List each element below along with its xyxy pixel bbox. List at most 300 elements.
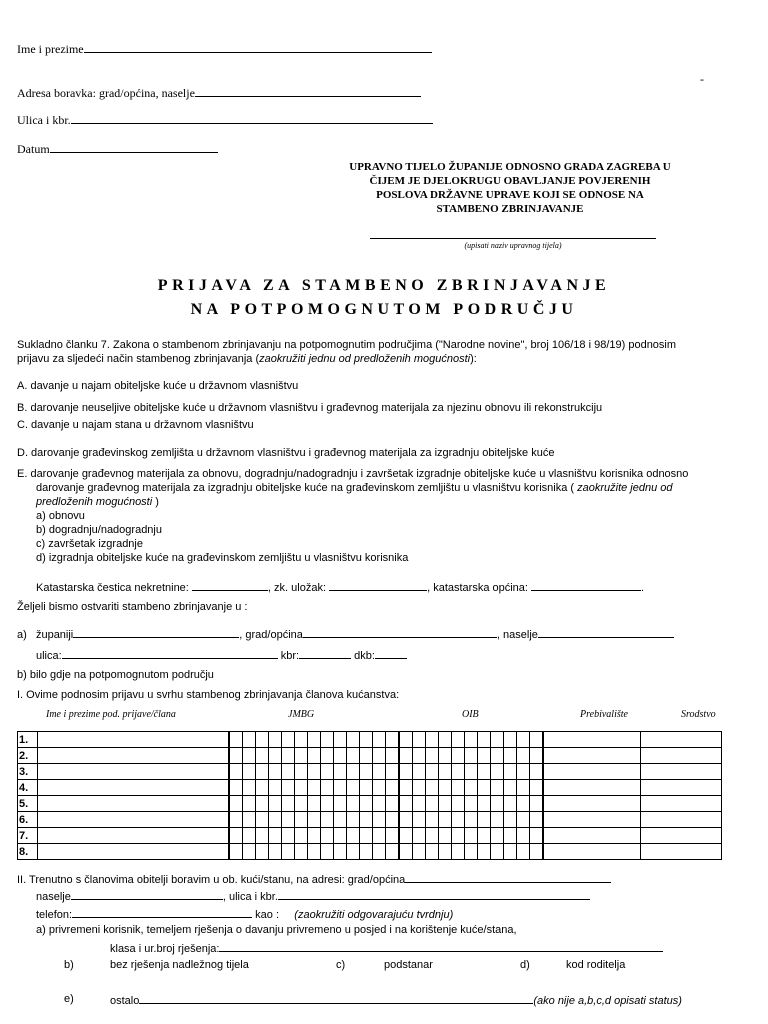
oib-digit-cell[interactable] xyxy=(517,812,530,828)
phone-line[interactable] xyxy=(72,907,252,918)
jmbg-digit-cell[interactable] xyxy=(373,796,386,812)
current-city-line[interactable] xyxy=(405,872,611,883)
jmbg-digit-cell[interactable] xyxy=(360,812,373,828)
oib-digit-cell[interactable] xyxy=(478,780,491,796)
jmbg-digit-cell[interactable] xyxy=(373,780,386,796)
option-e[interactable]: E. darovanje građevnog materijala za obnovu, dogradnju/nadogradnju i završetak izgradnje obiteljske kuće u vlasništvu korisnika odnosno xyxy=(17,468,689,480)
status-b[interactable]: bez rješenja nadležnog tijela xyxy=(110,959,249,971)
oib-digit-cell[interactable] xyxy=(452,796,465,812)
jmbg-digit-cell[interactable] xyxy=(347,780,360,796)
authority-line-3: POSLOVA DRŽAVNE UPRAVE KOJI SE ODNOSE NA xyxy=(376,189,644,201)
oib-digit-cell[interactable] xyxy=(413,748,426,764)
oib-digit-cell[interactable] xyxy=(530,828,544,844)
oib-digit-cell[interactable] xyxy=(439,828,452,844)
jmbg-digit-cell[interactable] xyxy=(243,748,256,764)
jmbg-digit-cell[interactable] xyxy=(256,780,269,796)
status-d-label[interactable]: d) xyxy=(520,959,530,971)
oib-digit-cell[interactable] xyxy=(517,748,530,764)
status-a[interactable]: a) privremeni korisnik, temeljem rješenja o davanju privremeno u posjed i na korištenje kuće/stana, xyxy=(36,924,517,936)
address-field[interactable] xyxy=(17,86,421,101)
oib-digit-cell[interactable] xyxy=(465,828,478,844)
name-field[interactable] xyxy=(17,42,432,57)
oib-digit-cell[interactable] xyxy=(504,780,517,796)
jmbg-digit-cell[interactable] xyxy=(308,812,321,828)
oib-digit-cell[interactable] xyxy=(426,780,439,796)
street-line[interactable] xyxy=(71,113,433,124)
oib-digit-cell[interactable] xyxy=(452,748,465,764)
oib-digit-cell[interactable] xyxy=(426,764,439,780)
jmbg-digit-cell[interactable] xyxy=(269,732,282,748)
jmbg-digit-cell[interactable] xyxy=(295,764,308,780)
jmbg-digit-cell[interactable] xyxy=(282,812,295,828)
jmbg-digit-cell[interactable] xyxy=(229,812,243,828)
jmbg-digit-cell[interactable] xyxy=(347,764,360,780)
jmbg-digit-cell[interactable] xyxy=(308,764,321,780)
residence-cell[interactable] xyxy=(543,732,641,748)
oib-digit-cell[interactable] xyxy=(478,764,491,780)
oib-digit-cell[interactable] xyxy=(530,844,544,860)
status-e[interactable]: ostalo xyxy=(110,995,140,1007)
jmbg-digit-cell[interactable] xyxy=(347,796,360,812)
relation-cell[interactable] xyxy=(641,732,722,748)
col-oib-header: OIB xyxy=(462,709,479,720)
jmbg-digit-cell[interactable] xyxy=(321,780,334,796)
oib-digit-cell[interactable] xyxy=(517,828,530,844)
jmbg-digit-cell[interactable] xyxy=(295,828,308,844)
jmbg-digit-cell[interactable] xyxy=(386,844,400,860)
wish-settlement-label: naselje xyxy=(503,629,538,641)
relation-cell[interactable] xyxy=(641,828,722,844)
oib-digit-cell[interactable] xyxy=(426,796,439,812)
name-label: Ime i prezime xyxy=(17,42,84,56)
residence-cell[interactable] xyxy=(543,780,641,796)
option-a[interactable]: A. davanje u najam obiteljske kuće u državnom vlasništvu xyxy=(17,380,299,392)
jmbg-digit-cell[interactable] xyxy=(229,844,243,860)
oib-digit-cell[interactable] xyxy=(426,844,439,860)
jmbg-digit-cell[interactable] xyxy=(282,764,295,780)
county-line[interactable] xyxy=(73,627,239,638)
jmbg-digit-cell[interactable] xyxy=(373,828,386,844)
member-name-cell[interactable] xyxy=(38,844,230,860)
jmbg-digit-cell[interactable] xyxy=(256,764,269,780)
residence-cell[interactable] xyxy=(543,748,641,764)
oib-digit-cell[interactable] xyxy=(439,796,452,812)
oib-digit-cell[interactable] xyxy=(413,844,426,860)
jmbg-digit-cell[interactable] xyxy=(256,844,269,860)
oib-digit-cell[interactable] xyxy=(399,732,413,748)
option-e-text: darovanje građevnog materijala za izgradnju obiteljske kuće na građevinskom zemljištu u vlasništvu korisnika ( xyxy=(36,482,578,494)
oib-digit-cell[interactable] xyxy=(399,780,413,796)
jmbg-digit-cell[interactable] xyxy=(229,748,243,764)
row-number: 7. xyxy=(18,828,38,844)
jmbg-digit-cell[interactable] xyxy=(321,828,334,844)
oib-digit-cell[interactable] xyxy=(426,748,439,764)
jmbg-digit-cell[interactable] xyxy=(360,748,373,764)
jmbg-digit-cell[interactable] xyxy=(347,732,360,748)
jmbg-digit-cell[interactable] xyxy=(386,812,400,828)
jmbg-digit-cell[interactable] xyxy=(321,764,334,780)
option-e-d[interactable]: d) izgradnja obiteljske kuće na građevinskom zemljištu u vlasništvu korisnika xyxy=(36,552,409,564)
oib-digit-cell[interactable] xyxy=(504,732,517,748)
klasa-label: klasa i ur.broj rješenja: xyxy=(110,943,220,955)
jmbg-digit-cell[interactable] xyxy=(321,844,334,860)
cadastre-parcel-label: Katastarska čestica nekretnine: xyxy=(36,582,189,594)
klasa-line[interactable] xyxy=(219,941,663,952)
oib-digit-cell[interactable] xyxy=(413,764,426,780)
jmbg-digit-cell[interactable] xyxy=(373,764,386,780)
table-row xyxy=(18,780,722,796)
oib-digit-cell[interactable] xyxy=(439,764,452,780)
oib-digit-cell[interactable] xyxy=(399,764,413,780)
member-name-cell[interactable] xyxy=(38,780,230,796)
jmbg-digit-cell[interactable] xyxy=(243,764,256,780)
jmbg-digit-cell[interactable] xyxy=(269,844,282,860)
jmbg-digit-cell[interactable] xyxy=(334,844,347,860)
col-prebiv-header: Prebivalište xyxy=(580,709,628,720)
jmbg-digit-cell[interactable] xyxy=(321,812,334,828)
jmbg-digit-cell[interactable] xyxy=(308,796,321,812)
oib-digit-cell[interactable] xyxy=(530,796,544,812)
residence-cell[interactable] xyxy=(543,796,641,812)
option-b[interactable]: B. darovanje neuseljive obiteljske kuće u državnom vlasništvu i građevnog materijala za njezinu obnovu ili rekonstrukciju xyxy=(17,402,603,414)
wish-kbr-label: kbr: xyxy=(280,650,300,662)
dash-mark: - xyxy=(700,72,704,86)
jmbg-digit-cell[interactable] xyxy=(256,812,269,828)
status-c-label[interactable]: c) xyxy=(336,959,346,971)
oib-digit-cell[interactable] xyxy=(504,828,517,844)
oib-digit-cell[interactable] xyxy=(413,780,426,796)
cadastre-municipality-line[interactable] xyxy=(531,580,641,591)
jmbg-digit-cell[interactable] xyxy=(334,748,347,764)
status-a-klasa-row xyxy=(110,941,663,955)
jmbg-digit-cell[interactable] xyxy=(386,828,400,844)
cadastre-parcel-line[interactable] xyxy=(192,580,268,591)
member-name-cell[interactable] xyxy=(38,764,230,780)
member-name-cell[interactable] xyxy=(38,828,230,844)
oib-digit-cell[interactable] xyxy=(426,732,439,748)
jmbg-digit-cell[interactable] xyxy=(269,828,282,844)
relation-cell[interactable] xyxy=(641,796,722,812)
jmbg-digit-cell[interactable] xyxy=(243,812,256,828)
oib-digit-cell[interactable] xyxy=(491,828,504,844)
jmbg-digit-cell[interactable] xyxy=(386,764,400,780)
oib-digit-cell[interactable] xyxy=(530,780,544,796)
oib-digit-cell[interactable] xyxy=(439,780,452,796)
oib-digit-cell[interactable] xyxy=(530,748,544,764)
jmbg-digit-cell[interactable] xyxy=(229,828,243,844)
residence-cell[interactable] xyxy=(543,764,641,780)
oib-digit-cell[interactable] xyxy=(452,828,465,844)
jmbg-digit-cell[interactable] xyxy=(373,732,386,748)
wish-settlement-line[interactable] xyxy=(538,627,674,638)
status-e-line[interactable] xyxy=(139,993,533,1004)
current-street-line[interactable] xyxy=(278,889,590,900)
wish-city-label: grad/općina xyxy=(245,629,303,641)
intro-close: ): xyxy=(470,353,477,365)
oib-digit-cell[interactable] xyxy=(399,812,413,828)
oib-digit-cell[interactable] xyxy=(426,812,439,828)
jmbg-digit-cell[interactable] xyxy=(295,780,308,796)
cadastre-zk-label: zk. uložak: xyxy=(274,582,327,594)
jmbg-digit-cell[interactable] xyxy=(347,828,360,844)
oib-digit-cell[interactable] xyxy=(399,748,413,764)
oib-digit-cell[interactable] xyxy=(504,764,517,780)
jmbg-digit-cell[interactable] xyxy=(334,732,347,748)
status-e-hint: (ako nije a,b,c,d opisati status) xyxy=(533,995,682,1007)
jmbg-digit-cell[interactable] xyxy=(308,732,321,748)
jmbg-digit-cell[interactable] xyxy=(256,732,269,748)
section-2-text: II. Trenutno s članovima obitelji boravim u ob. kući/stanu, na adresi: grad/općina xyxy=(17,874,406,886)
oib-digit-cell[interactable] xyxy=(517,796,530,812)
oib-digit-cell[interactable] xyxy=(478,844,491,860)
current-settlement-line[interactable] xyxy=(71,889,223,900)
oib-digit-cell[interactable] xyxy=(491,764,504,780)
oib-digit-cell[interactable] xyxy=(504,748,517,764)
relation-cell[interactable] xyxy=(641,764,722,780)
jmbg-digit-cell[interactable] xyxy=(334,796,347,812)
oib-digit-cell[interactable] xyxy=(504,844,517,860)
oib-digit-cell[interactable] xyxy=(517,764,530,780)
form-title-line-2: NA POTPOMOGNUTOM PODRUČJU xyxy=(190,301,578,318)
jmbg-digit-cell[interactable] xyxy=(269,748,282,764)
table-row xyxy=(18,828,722,844)
oib-digit-cell[interactable] xyxy=(478,732,491,748)
oib-digit-cell[interactable] xyxy=(491,748,504,764)
jmbg-digit-cell[interactable] xyxy=(282,796,295,812)
oib-digit-cell[interactable] xyxy=(399,796,413,812)
oib-digit-cell[interactable] xyxy=(465,780,478,796)
jmbg-digit-cell[interactable] xyxy=(360,844,373,860)
jmbg-digit-cell[interactable] xyxy=(308,748,321,764)
oib-digit-cell[interactable] xyxy=(439,732,452,748)
jmbg-digit-cell[interactable] xyxy=(386,748,400,764)
jmbg-digit-cell[interactable] xyxy=(373,844,386,860)
current-settlement-label: naselje xyxy=(36,891,71,903)
option-e-close: ) xyxy=(152,496,159,508)
oib-digit-cell[interactable] xyxy=(413,812,426,828)
oib-digit-cell[interactable] xyxy=(452,812,465,828)
date-line[interactable] xyxy=(50,142,218,153)
jmbg-digit-cell[interactable] xyxy=(256,748,269,764)
col-name-header: Ime i prezime pod. prijave/člana xyxy=(46,709,176,720)
oib-digit-cell[interactable] xyxy=(517,844,530,860)
member-name-cell[interactable] xyxy=(38,812,230,828)
jmbg-digit-cell[interactable] xyxy=(282,828,295,844)
oib-digit-cell[interactable] xyxy=(517,732,530,748)
jmbg-digit-cell[interactable] xyxy=(308,828,321,844)
oib-digit-cell[interactable] xyxy=(491,732,504,748)
oib-digit-cell[interactable] xyxy=(413,796,426,812)
street-label: Ulica i kbr. xyxy=(17,113,71,127)
cadastre-zk-line[interactable] xyxy=(329,580,427,591)
jmbg-digit-cell[interactable] xyxy=(386,796,400,812)
address-line[interactable] xyxy=(195,86,421,97)
status-d[interactable]: kod roditelja xyxy=(566,959,626,971)
oib-digit-cell[interactable] xyxy=(504,812,517,828)
option-e-c[interactable]: c) završetak izgradnje xyxy=(36,538,143,550)
jmbg-digit-cell[interactable] xyxy=(386,780,400,796)
jmbg-digit-cell[interactable] xyxy=(360,796,373,812)
row-number: 8. xyxy=(18,844,38,860)
jmbg-digit-cell[interactable] xyxy=(256,828,269,844)
oib-digit-cell[interactable] xyxy=(465,812,478,828)
option-e-hint-2: predloženih mogućnosti xyxy=(36,496,153,508)
current-street-label: , ulica i kbr. xyxy=(222,891,278,903)
option-e-hint: zaokružite jednu od xyxy=(577,482,673,494)
oib-digit-cell[interactable] xyxy=(491,812,504,828)
authority-name-line[interactable] xyxy=(370,238,656,239)
section-2-row-1 xyxy=(17,872,611,886)
oib-digit-cell[interactable] xyxy=(465,764,478,780)
jmbg-digit-cell[interactable] xyxy=(347,812,360,828)
oib-digit-cell[interactable] xyxy=(491,796,504,812)
oib-digit-cell[interactable] xyxy=(439,844,452,860)
jmbg-digit-cell[interactable] xyxy=(229,764,243,780)
oib-digit-cell[interactable] xyxy=(517,780,530,796)
jmbg-digit-cell[interactable] xyxy=(360,732,373,748)
jmbg-digit-cell[interactable] xyxy=(243,796,256,812)
member-name-cell[interactable] xyxy=(38,732,230,748)
wish-street-line[interactable] xyxy=(62,648,278,659)
oib-digit-cell[interactable] xyxy=(465,844,478,860)
oib-digit-cell[interactable] xyxy=(452,764,465,780)
jmbg-digit-cell[interactable] xyxy=(386,732,400,748)
jmbg-digit-cell[interactable] xyxy=(256,796,269,812)
intro-line-1: Sukladno članku 7. Zakona o stambenom zbrinjavanju na potpomognutim područjima ("Narodne novine", broj 106/18 i 98/19) podnosim xyxy=(17,339,677,351)
status-c[interactable]: podstanar xyxy=(384,959,433,971)
jmbg-digit-cell[interactable] xyxy=(334,780,347,796)
jmbg-digit-cell[interactable] xyxy=(243,732,256,748)
jmbg-digit-cell[interactable] xyxy=(308,780,321,796)
oib-digit-cell[interactable] xyxy=(439,748,452,764)
jmbg-digit-cell[interactable] xyxy=(295,812,308,828)
jmbg-digit-cell[interactable] xyxy=(334,828,347,844)
relation-cell[interactable] xyxy=(641,844,722,860)
cadastre-row: Katastarska čestica nekretnine: , zk. uložak: , katastarska općina: . xyxy=(36,582,645,594)
option-d[interactable]: D. darovanje građevinskog zemljišta u državnom vlasništvu i građevnog materijala za izgradnju obiteljske kuće xyxy=(17,447,555,459)
jmbg-digit-cell[interactable] xyxy=(229,732,243,748)
oib-digit-cell[interactable] xyxy=(439,812,452,828)
oib-digit-cell[interactable] xyxy=(452,732,465,748)
relation-cell[interactable] xyxy=(641,812,722,828)
oib-digit-cell[interactable] xyxy=(465,748,478,764)
jmbg-digit-cell[interactable] xyxy=(295,732,308,748)
oib-digit-cell[interactable] xyxy=(399,828,413,844)
jmbg-digit-cell[interactable] xyxy=(282,780,295,796)
relation-cell[interactable] xyxy=(641,780,722,796)
jmbg-digit-cell[interactable] xyxy=(282,732,295,748)
date-field[interactable] xyxy=(17,142,218,157)
wish-city-line[interactable] xyxy=(303,627,497,638)
oib-digit-cell[interactable] xyxy=(478,812,491,828)
jmbg-digit-cell[interactable] xyxy=(321,732,334,748)
row-number: 5. xyxy=(18,796,38,812)
jmbg-digit-cell[interactable] xyxy=(321,796,334,812)
jmbg-digit-cell[interactable] xyxy=(295,796,308,812)
wish-dkb-label: dkb: xyxy=(354,650,375,662)
wish-a-label: a) xyxy=(17,629,27,641)
status-b-label[interactable]: b) xyxy=(64,959,74,971)
oib-digit-cell[interactable] xyxy=(413,732,426,748)
jmbg-digit-cell[interactable] xyxy=(282,844,295,860)
oib-digit-cell[interactable] xyxy=(478,828,491,844)
street-field[interactable] xyxy=(17,113,433,128)
status-e-label[interactable]: e) xyxy=(64,993,74,1005)
jmbg-digit-cell[interactable] xyxy=(243,844,256,860)
name-line[interactable] xyxy=(84,42,432,53)
oib-digit-cell[interactable] xyxy=(491,780,504,796)
oib-digit-cell[interactable] xyxy=(491,844,504,860)
jmbg-digit-cell[interactable] xyxy=(360,764,373,780)
authority-hint: (upisati naziv upravnog tijela) xyxy=(464,241,562,250)
jmbg-digit-cell[interactable] xyxy=(308,844,321,860)
oib-digit-cell[interactable] xyxy=(465,796,478,812)
residence-cell[interactable] xyxy=(543,828,641,844)
jmbg-digit-cell[interactable] xyxy=(282,748,295,764)
oib-digit-cell[interactable] xyxy=(530,764,544,780)
oib-digit-cell[interactable] xyxy=(465,732,478,748)
jmbg-digit-cell[interactable] xyxy=(269,764,282,780)
jmbg-digit-cell[interactable] xyxy=(269,812,282,828)
jmbg-digit-cell[interactable] xyxy=(360,828,373,844)
member-name-cell[interactable] xyxy=(38,796,230,812)
row-number: 2. xyxy=(18,748,38,764)
oib-digit-cell[interactable] xyxy=(426,828,439,844)
jmbg-digit-cell[interactable] xyxy=(295,748,308,764)
oib-digit-cell[interactable] xyxy=(530,732,544,748)
col-jmbg-header: JMBG xyxy=(288,709,315,720)
wish-kbr-line[interactable] xyxy=(299,648,351,659)
jmbg-digit-cell[interactable] xyxy=(360,780,373,796)
wish-text: Željeli bismo ostvariti stambeno zbrinjavanje u : xyxy=(17,601,248,613)
oib-digit-cell[interactable] xyxy=(452,844,465,860)
jmbg-digit-cell[interactable] xyxy=(243,828,256,844)
date-label: Datum xyxy=(17,142,50,156)
jmbg-digit-cell[interactable] xyxy=(347,844,360,860)
oib-digit-cell[interactable] xyxy=(399,844,413,860)
option-e-b[interactable]: b) dogradnju/nadogradnju xyxy=(36,524,162,536)
jmbg-digit-cell[interactable] xyxy=(334,812,347,828)
jmbg-digit-cell[interactable] xyxy=(269,780,282,796)
jmbg-digit-cell[interactable] xyxy=(347,748,360,764)
oib-digit-cell[interactable] xyxy=(452,780,465,796)
jmbg-digit-cell[interactable] xyxy=(229,780,243,796)
jmbg-digit-cell[interactable] xyxy=(295,844,308,860)
relation-cell[interactable] xyxy=(641,748,722,764)
jmbg-digit-cell[interactable] xyxy=(229,796,243,812)
section-2-row-2 xyxy=(36,889,590,903)
oib-digit-cell[interactable] xyxy=(478,796,491,812)
jmbg-digit-cell[interactable] xyxy=(334,764,347,780)
jmbg-digit-cell[interactable] xyxy=(243,780,256,796)
wish-b[interactable]: b) bilo gdje na potpomognutom području xyxy=(17,669,214,681)
residence-cell[interactable] xyxy=(543,844,641,860)
oib-digit-cell[interactable] xyxy=(413,828,426,844)
table-row xyxy=(18,732,722,748)
option-e-a[interactable]: a) obnovu xyxy=(36,510,85,522)
jmbg-digit-cell[interactable] xyxy=(321,748,334,764)
wish-dkb-line[interactable] xyxy=(375,648,407,659)
oib-digit-cell[interactable] xyxy=(478,748,491,764)
oib-digit-cell[interactable] xyxy=(530,812,544,828)
residence-cell[interactable] xyxy=(543,812,641,828)
jmbg-digit-cell[interactable] xyxy=(373,748,386,764)
option-c[interactable]: C. davanje u najam stana u državnom vlasništvu xyxy=(17,419,254,431)
member-name-cell[interactable] xyxy=(38,748,230,764)
jmbg-digit-cell[interactable] xyxy=(269,796,282,812)
oib-digit-cell[interactable] xyxy=(504,796,517,812)
jmbg-digit-cell[interactable] xyxy=(373,812,386,828)
